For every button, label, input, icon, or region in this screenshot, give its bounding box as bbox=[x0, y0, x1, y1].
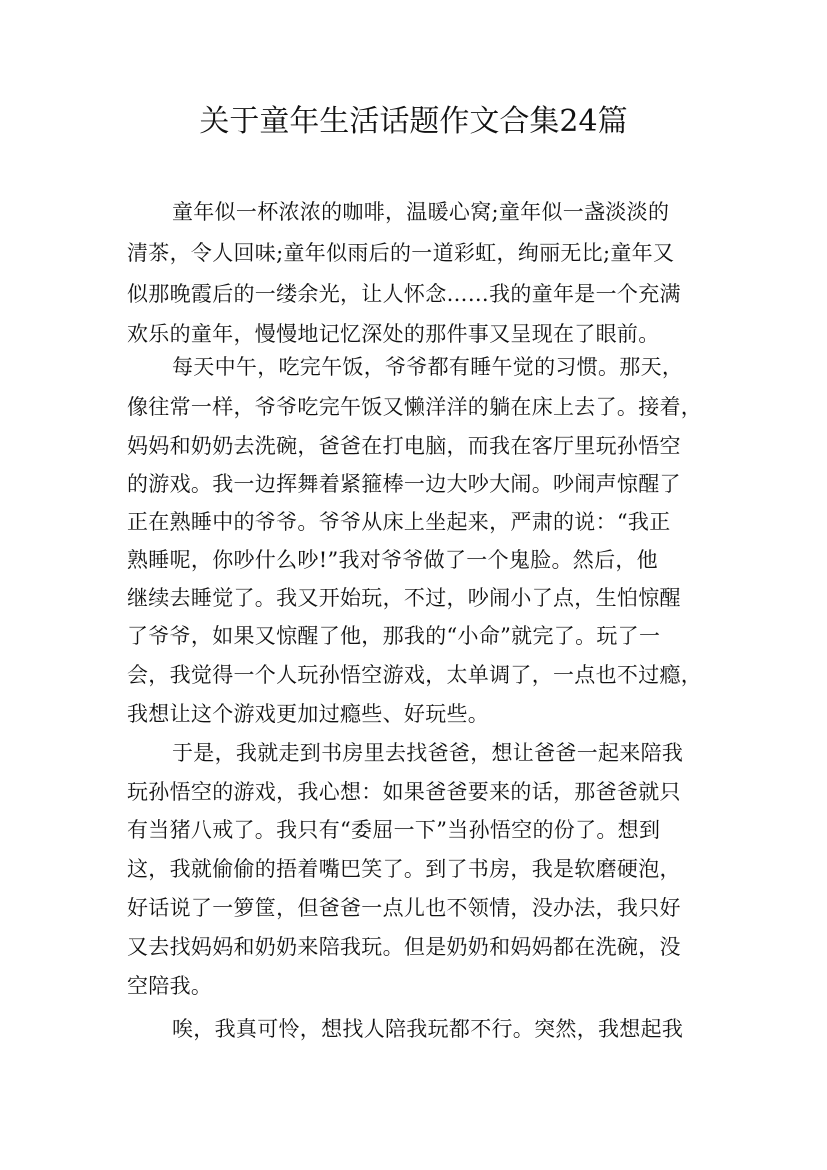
paragraph-2-line-4: 的游戏。我一边挥舞着紧箍棒一边大吵大闹。吵闹声惊醒了 bbox=[127, 472, 681, 496]
paragraph-3-line-3: 有当猪八戒了。我只有“委屈一下”当孙悟空的份了。想到 bbox=[127, 818, 661, 842]
paragraph-4-line-1: 唉，我真可怜，想找人陪我玩都不行。突然，我想起我 bbox=[172, 1017, 684, 1041]
paragraph-3-line-1: 于是，我就走到书房里去找爸爸，想让爸爸一起来陪我 bbox=[172, 741, 684, 765]
paragraph-2-line-6: 熟睡呢，你吵什么吵!”我对爷爷做了一个鬼脸。然后，他 bbox=[127, 548, 658, 572]
paragraph-2-line-2: 像往常一样，爷爷吃完午饭又懒洋洋的躺在床上去了。接着， bbox=[127, 395, 703, 419]
paragraph-3-line-2: 玩孙悟空的游戏，我心想：如果爸爸要来的话，那爸爸就只 bbox=[127, 780, 681, 804]
paragraph-2-line-8: 了爷爷，如果又惊醒了他，那我的“小命”就完了。玩了一 bbox=[127, 624, 661, 648]
paragraph-3-line-5: 好话说了一箩筐，但爸爸一点儿也不领情，没办法，我只好 bbox=[127, 896, 681, 920]
paragraph-1-line-4: 欢乐的童年，慢慢地记忆深处的那件事又呈现在了眼前。 bbox=[127, 322, 660, 346]
paragraph-2-line-5: 正在熟睡中的爷爷。爷爷从床上坐起来，严肃的说：“我正 bbox=[127, 510, 671, 534]
paragraph-1-line-1: 童年似一杯浓浓的咖啡，温暖心窝;童年似一盏淡淡的 bbox=[172, 200, 670, 224]
paragraph-2-line-9: 会，我觉得一个人玩孙悟空游戏，太单调了，一点也不过瘾， bbox=[127, 663, 703, 687]
page-title: 关于童年生活话题作文合集24篇 bbox=[199, 104, 628, 139]
paragraph-2-line-7: 继续去睡觉了。我又开始玩，不过，吵闹小了点，生怕惊醒 bbox=[127, 586, 681, 610]
paragraph-3-line-4: 这，我就偷偷的捂着嘴巴笑了。到了书房，我是软磨硬泡， bbox=[127, 857, 681, 881]
paragraph-1-line-3: 似那晚霞后的一缕余光，让人怀念……我的童年是一个充满 bbox=[127, 282, 681, 306]
paragraph-3-line-6: 又去找妈妈和奶奶来陪我玩。但是奶奶和妈妈都在洗碗，没 bbox=[127, 935, 681, 959]
paragraph-1-line-2: 清茶，令人回味;童年似雨后的一道彩虹，绚丽无比;童年又 bbox=[127, 241, 675, 265]
paragraph-2-line-10: 我想让这个游戏更加过瘾些、好玩些。 bbox=[127, 702, 490, 726]
paragraph-2-line-3: 妈妈和奶奶去洗碗，爸爸在打电脑，而我在客厅里玩孙悟空 bbox=[127, 434, 681, 458]
paragraph-2-line-1: 每天中午，吃完午饭，爷爷都有睡午觉的习惯。那天， bbox=[172, 355, 684, 379]
paragraph-3-line-7: 空陪我。 bbox=[127, 974, 213, 998]
